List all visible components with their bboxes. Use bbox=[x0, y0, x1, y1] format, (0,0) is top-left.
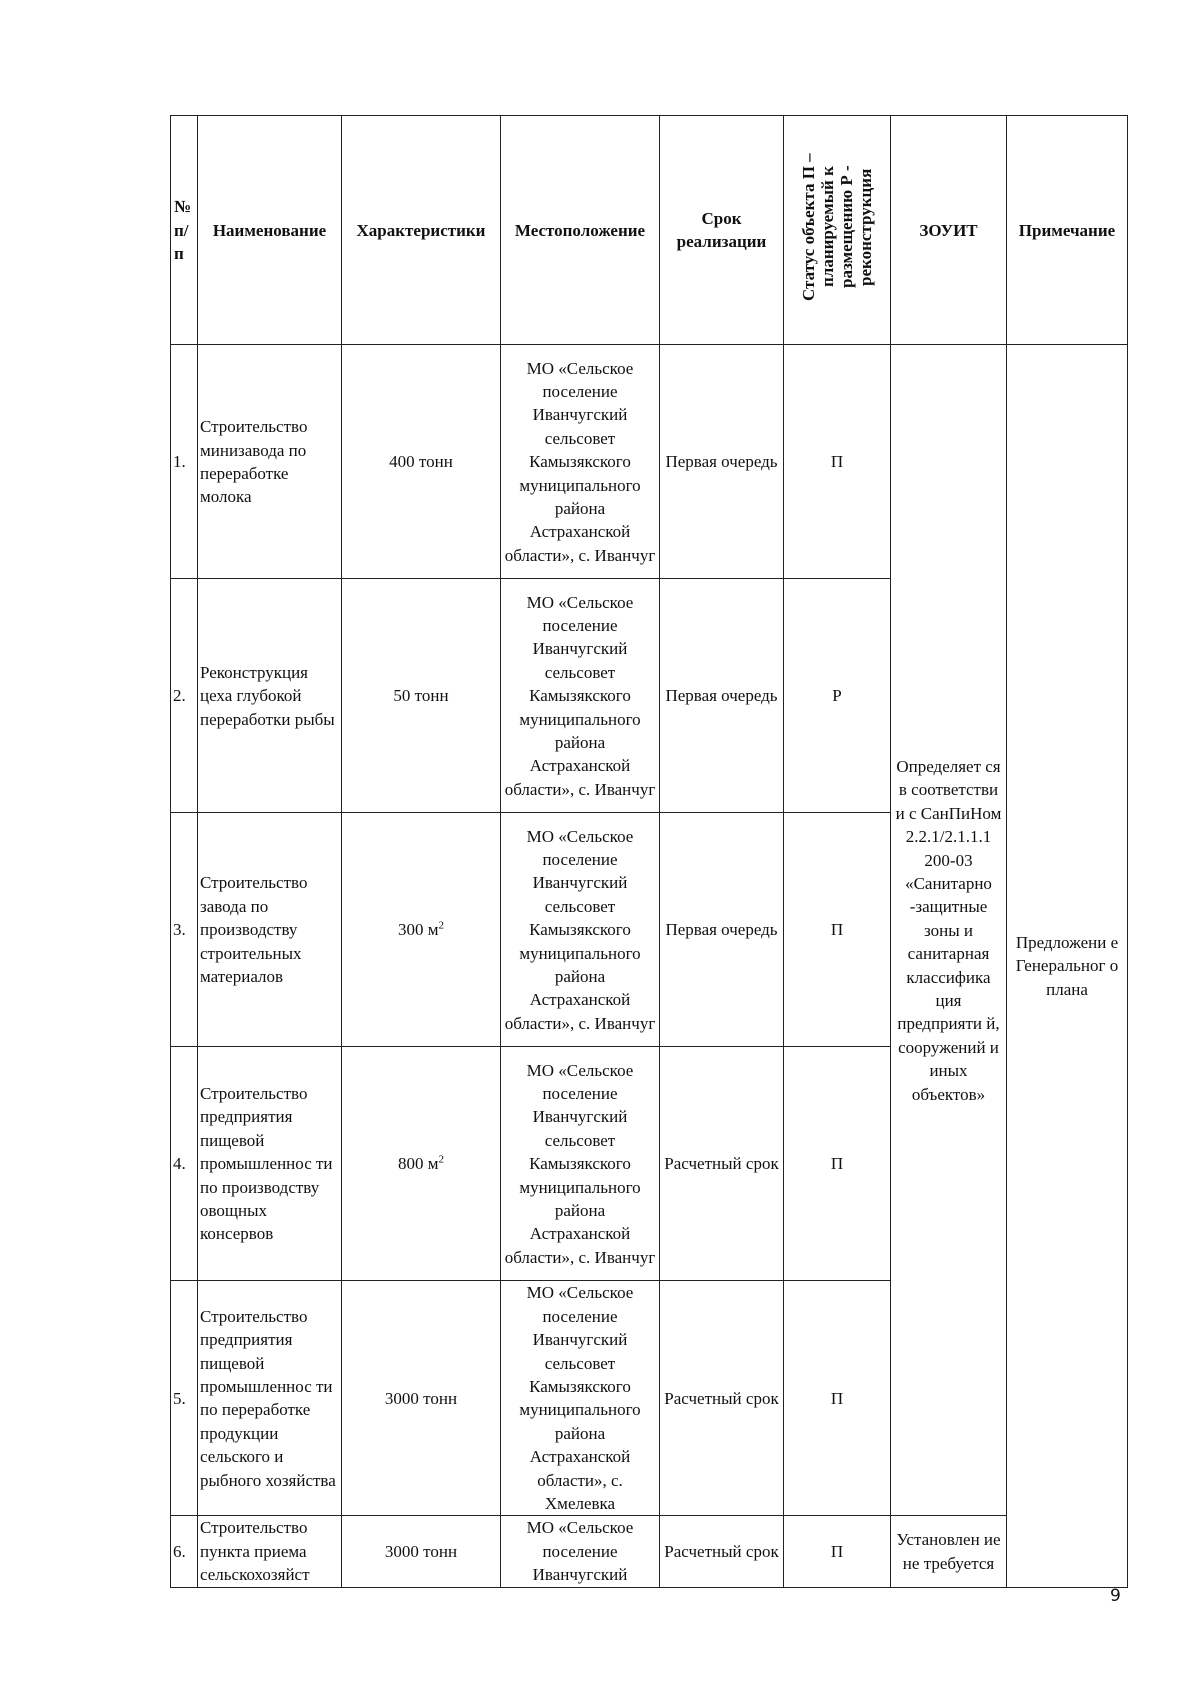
zouit-merged-cell: Определяет ся в соответстви и с СанПиНом 2.2.1/2.1.1.1 200-03 «Санитарно -защитные зоны и санитарная классифика ция предприяти й, сооружений и иных объектов» bbox=[891, 345, 1007, 1516]
table-header-row bbox=[171, 116, 1128, 345]
row-location: МО «Сельское поселение Иванчугский сельсовет Камызякского муниципального района Астраханской области», с. Иванчуг bbox=[501, 345, 660, 579]
char-value: 300 м bbox=[397, 920, 439, 940]
char-value: 400 тонн bbox=[389, 452, 453, 472]
row-num: 5. bbox=[171, 1281, 198, 1516]
row-term: Расчетный срок bbox=[660, 1047, 784, 1281]
row-status: П bbox=[784, 1516, 891, 1587]
row-num: 1. bbox=[171, 345, 198, 579]
row-location: МО «Сельское поселение Иванчугский сельсовет Камызякского муниципального района Астраханской области», с. Иванчуг bbox=[501, 579, 660, 813]
row-characteristics bbox=[342, 1281, 501, 1516]
char-value: 800 м bbox=[397, 1154, 439, 1174]
row-term: Расчетный срок bbox=[660, 1281, 784, 1516]
row-name: Строительство предприятия пищевой промышленнос ти по производству овощных консервов bbox=[198, 1047, 342, 1281]
objects-table bbox=[170, 115, 1128, 1588]
table-row bbox=[171, 345, 1128, 579]
row-characteristics bbox=[342, 1516, 501, 1587]
header-zouit: ЗОУИТ bbox=[891, 116, 1007, 345]
row-characteristics bbox=[342, 345, 501, 579]
row-status: Р bbox=[784, 579, 891, 813]
row-term: Первая очередь bbox=[660, 345, 784, 579]
row-num: 2. bbox=[171, 579, 198, 813]
row-name: Реконструкция цеха глубокой переработки рыбы bbox=[198, 579, 342, 813]
row-location: МО «Сельское поселение Иванчугский bbox=[501, 1516, 660, 1587]
row-characteristics bbox=[342, 813, 501, 1047]
row-name: Строительство предприятия пищевой промышленнос ти по переработке продукции сельского и рыбного хозяйства bbox=[198, 1281, 342, 1516]
row-status: П bbox=[784, 345, 891, 579]
header-location: Местоположение bbox=[501, 116, 660, 345]
row-num: 3. bbox=[171, 813, 198, 1047]
header-characteristics: Характеристики bbox=[342, 116, 501, 345]
row-num: 4. bbox=[171, 1047, 198, 1281]
char-value: 3000 тонн bbox=[384, 1388, 458, 1408]
header-term: Срок реализации bbox=[660, 116, 784, 345]
note-merged-cell: Предложени е Генеральног о плана bbox=[1007, 345, 1128, 1587]
row-zouit: Установлен ие не требуется bbox=[891, 1516, 1007, 1587]
row-term: Первая очередь bbox=[660, 579, 784, 813]
row-name: Строительство минизавода по переработке молока bbox=[198, 345, 342, 579]
row-term: Расчетный срок bbox=[660, 1516, 784, 1587]
page-number: 9 bbox=[1110, 1586, 1121, 1606]
row-name: Строительство завода по производству строительных материалов bbox=[198, 813, 342, 1047]
row-location: МО «Сельское поселение Иванчугский сельсовет Камызякского муниципального района Астраханской области», с. Иванчуг bbox=[501, 813, 660, 1047]
row-location: МО «Сельское поселение Иванчугский сельсовет Камызякского муниципального района Астраханской области», с. Хмелевка bbox=[501, 1281, 660, 1516]
row-status: П bbox=[784, 1047, 891, 1281]
header-status-text: Статус объекта П – планируемый к размещению Р - реконструкция bbox=[799, 153, 875, 301]
row-characteristics bbox=[342, 1047, 501, 1281]
row-num: 6. bbox=[171, 1516, 198, 1587]
char-value: 50 тонн bbox=[393, 686, 449, 706]
header-note: Примечание bbox=[1007, 116, 1128, 345]
row-location: МО «Сельское поселение Иванчугский сельсовет Камызякского муниципального района Астраханской области», с. Иванчуг bbox=[501, 1047, 660, 1281]
row-characteristics bbox=[342, 579, 501, 813]
row-name: Строительство пункта приема сельскохозяйст bbox=[198, 1516, 342, 1587]
row-status: П bbox=[784, 813, 891, 1047]
table-row bbox=[171, 1516, 1128, 1587]
header-status bbox=[784, 116, 891, 345]
char-sup: 2 bbox=[438, 1153, 444, 1166]
char-sup: 2 bbox=[438, 919, 444, 932]
header-num: № п/ п bbox=[171, 116, 198, 345]
header-name: Наименование bbox=[198, 116, 342, 345]
row-term: Первая очередь bbox=[660, 813, 784, 1047]
char-value: 3000 тонн bbox=[384, 1541, 458, 1561]
row-status: П bbox=[784, 1281, 891, 1516]
